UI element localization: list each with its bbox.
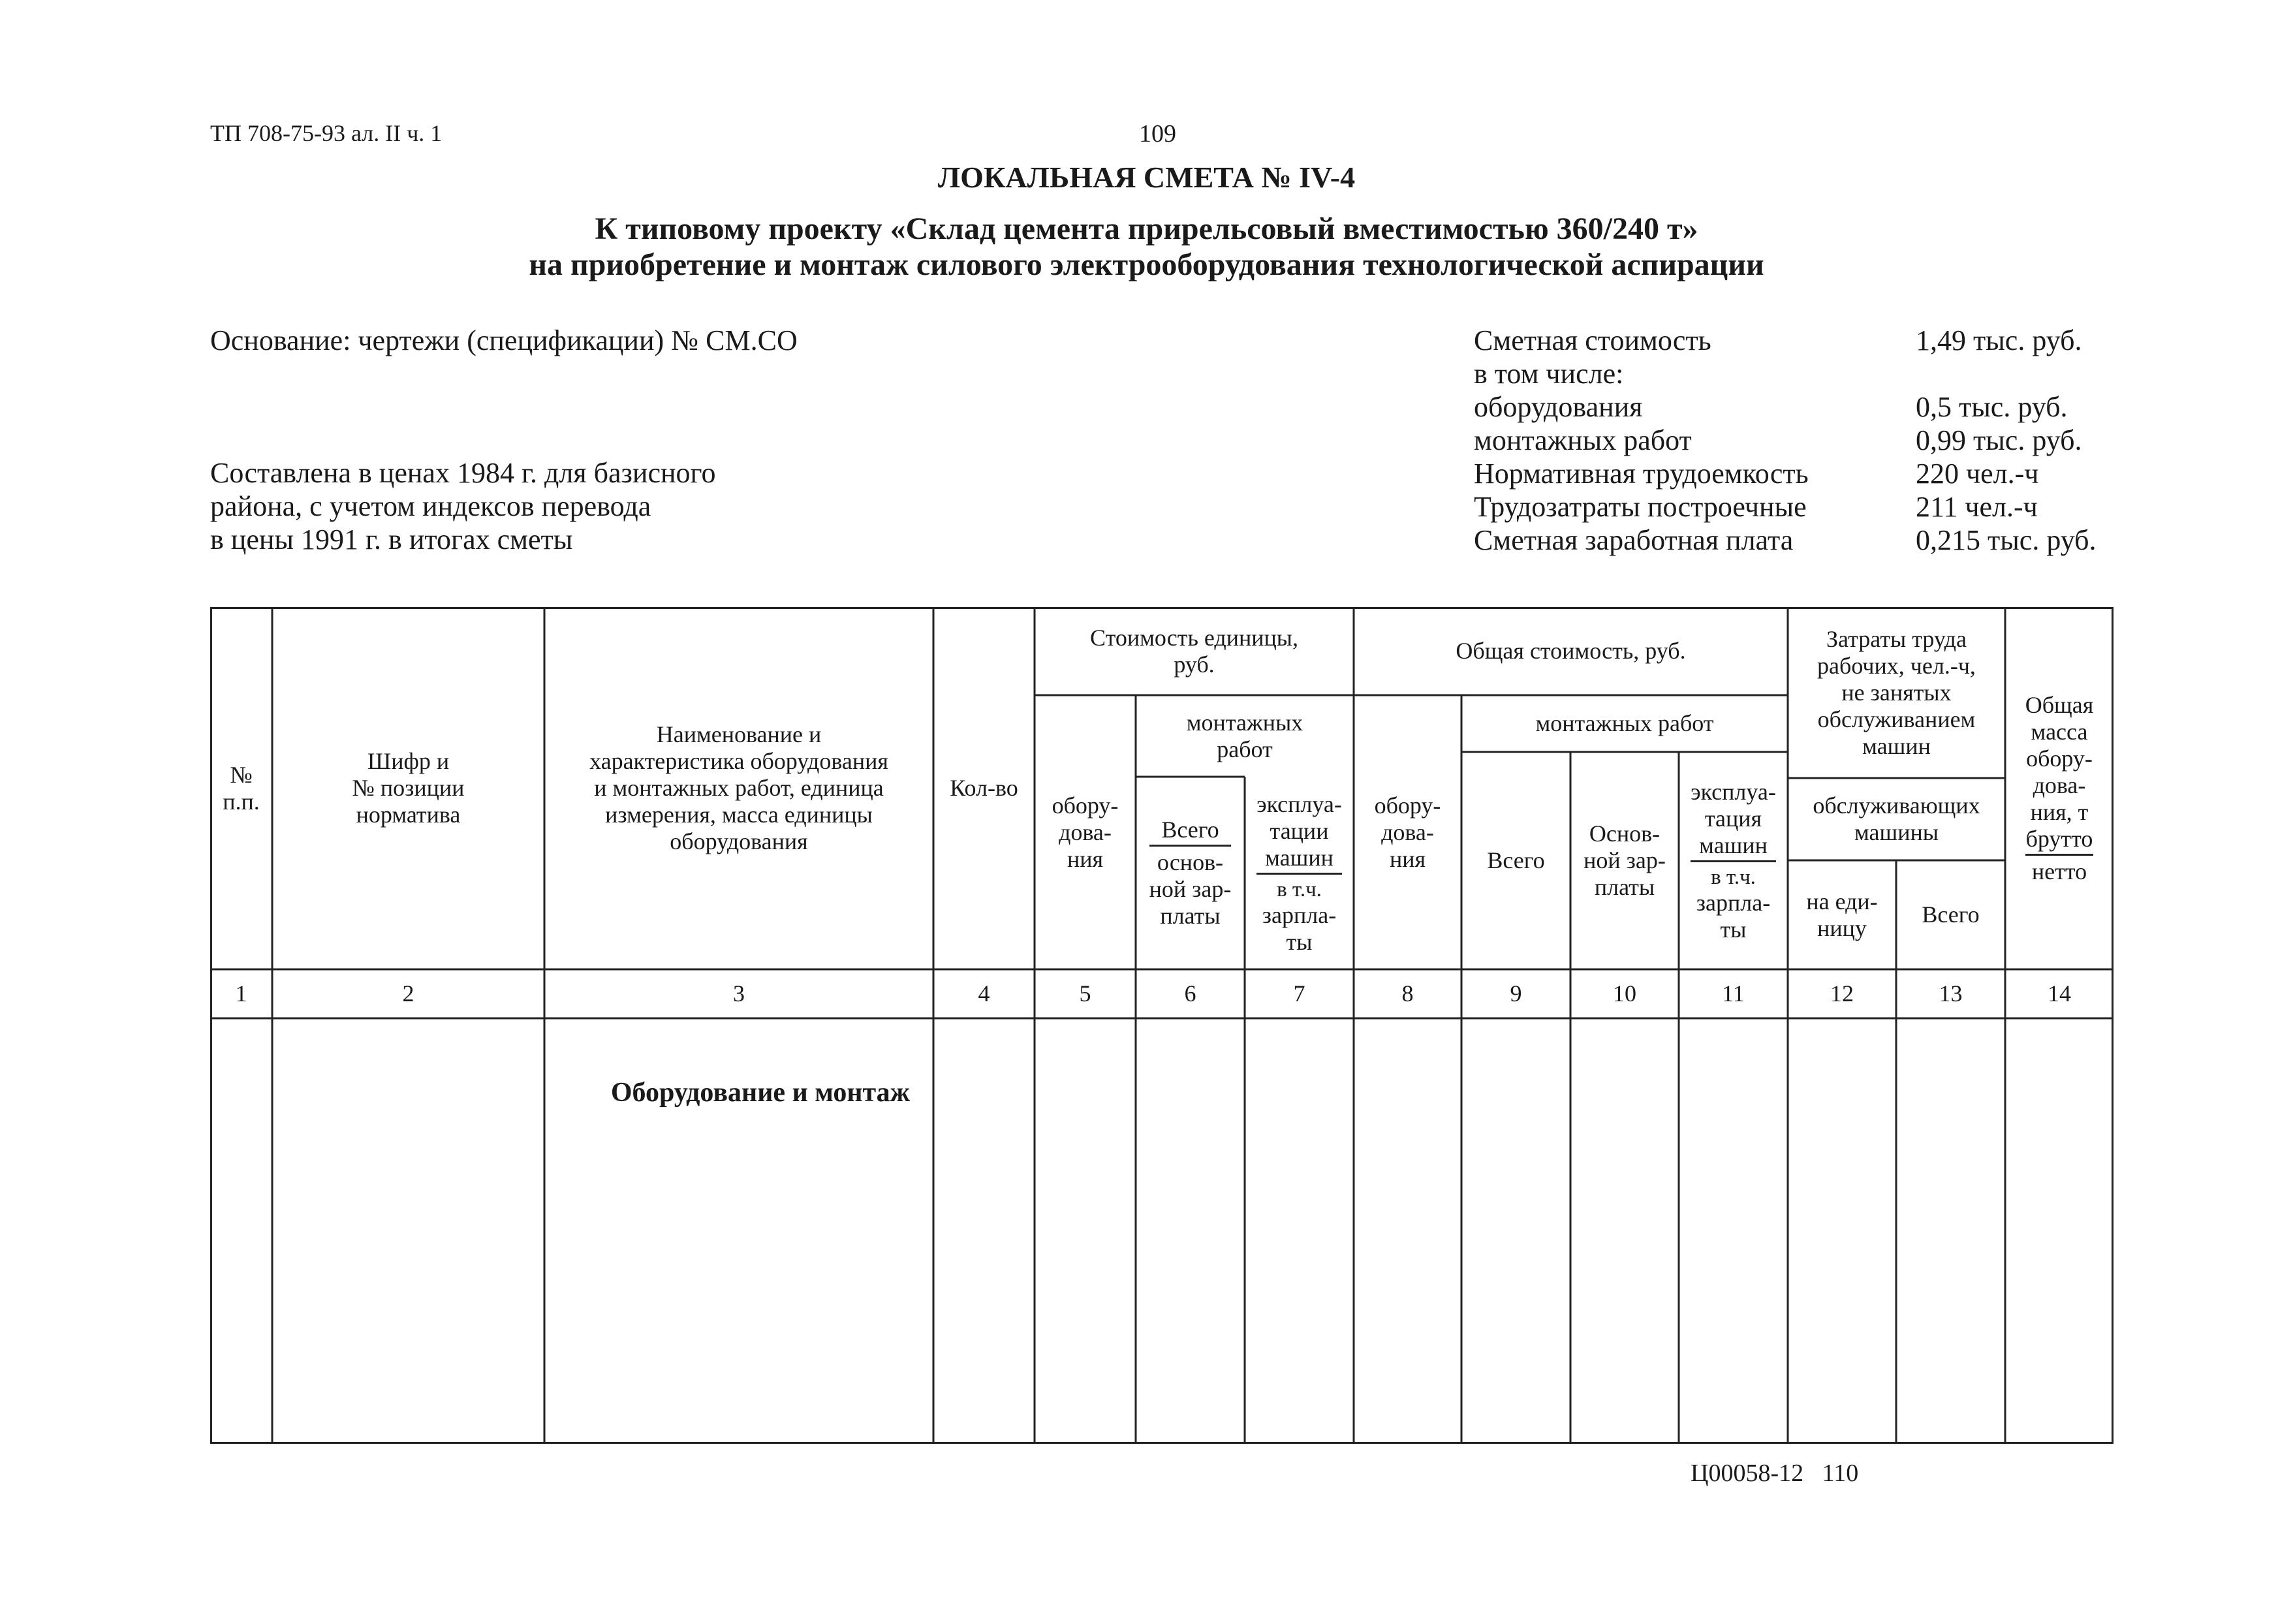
summary-label: Сметная стоимость <box>1474 324 1711 356</box>
header-num <box>210 607 272 969</box>
header-code-line: норматива <box>356 802 461 828</box>
header-total-all: Всего <box>1487 847 1545 873</box>
header-num-line: № <box>230 761 253 788</box>
footer-page: 110 <box>1822 1460 1859 1487</box>
header-unit-install-line: работ <box>1217 736 1273 762</box>
header-unit-equipment-line: дова- <box>1059 819 1112 845</box>
summary-label: Нормативная трудоемкость <box>1474 458 1809 490</box>
header-unit-exploit <box>1245 777 1354 969</box>
summary-label: в том числе: <box>1474 358 1624 390</box>
header-name <box>544 607 933 969</box>
header-total-exploit-sub: ты <box>1720 916 1747 943</box>
header-unit-exploit-sub: зарпла- <box>1262 901 1337 928</box>
header-num-line: п.п. <box>223 788 260 815</box>
column-number: 8 <box>1401 980 1414 1007</box>
summary-value: 0,5 тыс. руб. <box>1916 391 2068 423</box>
header-total-base-line: ной зар- <box>1583 847 1666 873</box>
header-unit-equipment <box>1035 695 1136 969</box>
header-total-base-line: Основ- <box>1589 820 1661 847</box>
document-code: ТП 708-75-93 ал. II ч. 1 <box>210 120 443 146</box>
estimate-title: ЛОКАЛЬНАЯ СМЕТА № IV-4 <box>937 161 1356 194</box>
summary-labels <box>1474 324 1809 557</box>
header-mass <box>2005 607 2114 969</box>
summary-value: 0,99 тыс. руб. <box>1916 424 2082 456</box>
header-total-base-line: платы <box>1594 874 1655 900</box>
header-unit-total-line: ной зар- <box>1149 876 1232 902</box>
column-number: 1 <box>235 980 247 1007</box>
estimate-table <box>210 607 2114 1444</box>
header-mass-net: нетто <box>2031 858 2087 884</box>
header-labor-service <box>1788 778 2005 860</box>
header-labor-line: Затраты труда <box>1826 625 1967 652</box>
summary-label: оборудования <box>1474 391 1643 423</box>
header-name-line: и монтажных работ, единица <box>594 775 884 801</box>
header-name-line: характеристика оборудования <box>589 748 888 774</box>
header-unit-cost-line: руб. <box>1174 651 1215 678</box>
header-labor-line: рабочих, чел.-ч, <box>1817 652 1976 679</box>
prices-note-line: в цены 1991 г. в итогах сметы <box>210 523 573 555</box>
header-unit-exploit-line: эксплуа- <box>1256 790 1342 817</box>
header-labor-line: обслуживанием <box>1817 706 1976 732</box>
summary-value: 0,215 тыс. руб. <box>1916 524 2097 556</box>
header-total-equipment-line: ния <box>1389 845 1426 872</box>
header-unit-cost-line: Стоимость единицы, <box>1090 624 1298 651</box>
header-unit-exploit-sub: в т.ч. <box>1277 877 1322 901</box>
header-mass-line: масса <box>2031 718 2088 745</box>
header-labor-service-line: обслуживающих <box>1813 792 1980 819</box>
header-unit-exploit-line: машин <box>1256 845 1342 875</box>
basis-text: Основание: чертежи (спецификации) № СМ.СО <box>210 324 798 356</box>
header-labor <box>1788 607 2005 778</box>
header-name-line: Наименование и <box>656 721 822 747</box>
summary-value: 220 чел.-ч <box>1916 458 2039 490</box>
header-unit-total-top: Всего <box>1149 817 1232 847</box>
prices-note <box>210 456 716 556</box>
header-name-line: оборудования <box>670 828 808 854</box>
header-unit-install-line: монтажных <box>1186 709 1303 736</box>
footer <box>1691 1459 1858 1488</box>
header-mass-line: Общая <box>2025 691 2094 718</box>
header-unit-total-line: платы <box>1160 903 1221 929</box>
column-number: 10 <box>1613 980 1636 1007</box>
column-number: 5 <box>1079 980 1091 1007</box>
column-number: 9 <box>1510 980 1522 1007</box>
header-total-base <box>1570 752 1679 969</box>
prices-note-line: района, с учетом индексов перевода <box>210 490 651 522</box>
column-number: 4 <box>978 980 990 1007</box>
header-unit-total <box>1136 777 1245 969</box>
header-total-exploit-line: машин <box>1691 832 1776 862</box>
header-unit-total-line: основ- <box>1157 849 1224 875</box>
header-name-line: измерения, масса единицы <box>605 802 873 828</box>
header-unit-install <box>1136 695 1354 777</box>
page-number: 109 <box>1139 120 1176 148</box>
header-code <box>272 607 544 969</box>
header-labor-per-unit <box>1788 860 1896 969</box>
estimate-subtitle-scope: на приобретение и монтаж силового электрооборудования технологической аспирации <box>529 247 1764 282</box>
header-code-line: Шифр и <box>367 748 450 774</box>
header-unit-cost <box>1035 607 1354 695</box>
header-mass-line: дова- <box>2033 772 2086 798</box>
header-labor-service-line: машины <box>1854 819 1939 845</box>
column-number: 13 <box>1939 980 1963 1007</box>
header-unit-equipment-line: обору- <box>1052 792 1119 819</box>
summary-value <box>1916 357 2097 390</box>
header-total-equipment-line: обору- <box>1374 792 1441 819</box>
column-number: 6 <box>1184 980 1196 1007</box>
header-unit-exploit-line: тации <box>1270 817 1329 844</box>
header-unit-equipment-line: ния <box>1067 845 1104 872</box>
header-total-exploit-sub: в т.ч. <box>1711 865 1756 889</box>
column-number: 11 <box>1722 980 1745 1007</box>
header-total-exploit-line: тация <box>1704 805 1762 832</box>
header-total-exploit-sub: зарпла- <box>1696 889 1771 916</box>
header-labor-line: не занятых <box>1841 679 1952 706</box>
header-labor-per-unit-line: ницу <box>1817 914 1867 941</box>
column-number: 7 <box>1293 980 1305 1007</box>
header-total-exploit <box>1679 752 1788 969</box>
column-number: 14 <box>2048 980 2071 1007</box>
header-labor-per-unit-line: на еди- <box>1806 888 1878 914</box>
summary-value: 211 чел.-ч <box>1916 491 2038 523</box>
summary-label: монтажных работ <box>1474 424 1692 456</box>
header-total-cost: Общая стоимость, руб. <box>1456 638 1686 664</box>
header-mass-line: брутто <box>2025 826 2094 856</box>
prices-note-line: Составлена в ценах 1984 г. для базисного <box>210 457 716 489</box>
header-total-equipment-line: дова- <box>1381 819 1434 845</box>
header-mass-line: ния, т <box>2030 798 2089 825</box>
header-total-exploit-line: эксплуа- <box>1691 778 1776 805</box>
column-number: 3 <box>733 980 745 1007</box>
header-unit-exploit-sub: ты <box>1286 928 1313 955</box>
summary-values <box>1916 324 2097 557</box>
footer-code: Ц00058-12 <box>1691 1460 1804 1487</box>
header-total-install: монтажных работ <box>1535 710 1714 736</box>
summary-label: Сметная заработная плата <box>1474 524 1794 556</box>
section-title: Оборудование и монтаж <box>610 1078 911 1108</box>
header-labor-total: Всего <box>1922 901 1980 928</box>
header-total-equipment <box>1354 695 1461 969</box>
summary-label: Трудозатраты построечные <box>1474 491 1807 523</box>
header-labor-line: машин <box>1862 732 1931 759</box>
summary-value: 1,49 тыс. руб. <box>1916 324 2082 356</box>
header-mass-line: обору- <box>2026 745 2093 772</box>
column-number: 2 <box>402 980 414 1007</box>
column-number: 12 <box>1830 980 1854 1007</box>
header-qty: Кол-во <box>950 775 1018 801</box>
header-code-line: № позиции <box>352 775 465 801</box>
estimate-subtitle-project: К типовому проекту «Склад цемента прирельсовый вместимостью 360/240 т» <box>595 211 1698 246</box>
